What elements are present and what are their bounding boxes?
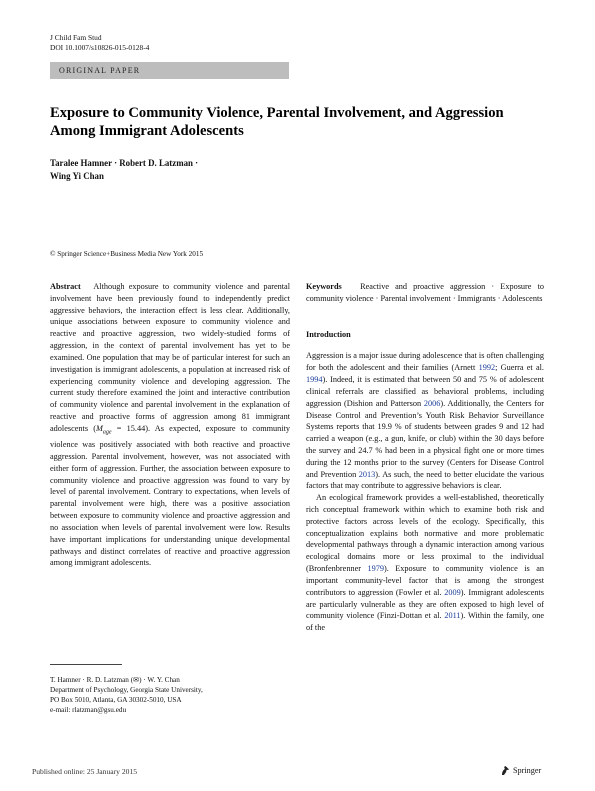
- text-run: ). Within the family, one of the: [306, 611, 544, 633]
- text-run: ). Indeed, it is estimated that between 50 and 75 % of adolescent clinical referrals are classified as behavioral problems, including aggression (Dishion and Patterson: [306, 375, 544, 408]
- doi: DOI 10.1007/s10826-015-0128-4: [50, 43, 150, 52]
- article-title: Exposure to Community Violence, Parental Involvement, and Aggression Among Immigrant Adolescents: [50, 105, 504, 139]
- publisher-name: Springer: [513, 766, 542, 775]
- authors-line-1: Taralee Hamner · Robert D. Latzman ·: [50, 158, 199, 168]
- mean-age-symbol: M: [96, 423, 103, 433]
- keywords: [306, 281, 544, 305]
- affiliation-address: PO Box 5010, Atlanta, GA 30302-5010, USA: [50, 696, 182, 704]
- footnote-rule: [50, 664, 122, 665]
- authors-line-2: Wing Yi Chan: [50, 171, 104, 181]
- right-column: [306, 281, 544, 634]
- affiliation-authors: T. Hamner · R. D. Latzman (✉) · W. Y. Chan: [50, 676, 180, 684]
- introduction-paragraph-1: [306, 350, 544, 492]
- publisher-logo: [500, 765, 541, 776]
- citation-link[interactable]: 2011: [444, 611, 461, 621]
- journal-name: J Child Fam Stud: [50, 33, 102, 42]
- abstract: [50, 281, 290, 569]
- citation-link[interactable]: 1992: [478, 363, 496, 373]
- article-type-label: ORIGINAL PAPER: [59, 66, 141, 75]
- abstract-label: Abstract: [50, 282, 81, 291]
- text-run: ). Immigrant adolescents are particularly vulnerable as they are often exposed to high level of community violence (Finzi-Dottan et al.: [306, 587, 544, 621]
- text-run: ). Additionally, the Centers for Disease Control and Prevention’s Youth Risk Behavior Surveillance Systems reports that 19.9 % of students between grades 9 and 12 had carried a weapon (e.g., a gun, knife, or club) within the 30 days before the survey and 24.7 % had been in a physical fight one or more times during the 12 months prior to the survey (Centers for Disease Control and Prevention: [306, 398, 544, 479]
- introduction-heading: Introduction: [306, 329, 351, 339]
- text-run: ). As such, the need to better elucidate the various factors that may contribute to aggressive behaviors is clear.: [306, 469, 545, 491]
- copyright-notice: © Springer Science+Business Media New York 2015: [50, 250, 204, 258]
- abstract-text-a: Although exposure to community violence and parental involvement have been previously found to independently predict aggressive behaviors, the interaction effect is less clear. Additionally, unique associations between exposure to community violence and reactive and proactive aggression, two widely-studied forms of aggression, in the context of parental involvement has yet to be examined. One population that may be of particular interest for such an investigation is immigrant adolescents, a population at increased risk of experiencing community violence and developing aggression. The current study therefore examined the joint and interactive contribution of community violence and parental involvement in the explanation of reactive and proactive forms of aggression among 81 immigrant adolescents (: [50, 282, 290, 433]
- published-date: Published online: 25 January 2015: [32, 767, 138, 776]
- mean-age-subscript: age: [102, 429, 112, 436]
- citation-link[interactable]: 2009: [444, 587, 461, 597]
- springer-horse-icon: [500, 765, 510, 776]
- affiliation: [50, 675, 290, 715]
- article-type-band: [50, 62, 289, 79]
- introduction-paragraph-2: [306, 492, 544, 634]
- abstract-text-b: ). As expected, exposure to community violence was positively associated with both reactive and proactive aggression. Parental involvement, however, was not associated with either form of aggression. Further, the association between exposure to community violence and proactive aggression was found to vary by level of parental involvement. Contrary to expectations, when levels of parental involvement were high, there was a positive association between exposure to community violence and proactive aggression and no association when levels of parental involvement were low. Results have important implications for understanding unique developmental pathways and distinct correlates of reactive and proactive aggression among immigrant adolescents.: [50, 423, 291, 568]
- abstract-column: [50, 281, 290, 569]
- journal-info: [50, 33, 149, 53]
- mean-age-value: = 15.44: [111, 423, 146, 433]
- citation-link[interactable]: 1994: [306, 375, 323, 385]
- keywords-text: Reactive and proactive aggression · Exposure to community violence · Parental involvement · Immigrants · Adolescents: [306, 282, 544, 303]
- affiliation-email[interactable]: e-mail: rlatzman@gsu.edu: [50, 706, 127, 714]
- citation-link[interactable]: 2013: [358, 469, 376, 479]
- authors: [50, 157, 350, 183]
- text-run: ; Guerra et al.: [495, 363, 544, 373]
- citation-link[interactable]: 1979: [367, 564, 384, 574]
- text-run: An ecological framework provides a well-established, theoretically rich conceptual framework within which to examine both risk and protective factors across levels of the ecology. Specifically, this conceptualization explains both normative and more problematic developmental pathways through a dynamic interaction among various ecological domains more or less proximal to the individual (Bronfenbrenner: [306, 493, 544, 574]
- keywords-label: Keywords: [306, 282, 342, 291]
- citation-link[interactable]: 2006: [423, 398, 441, 408]
- text-run: ). Exposure to community violence is an important community-level factor that is among the strongest contributors to aggression (Fowler et al.: [306, 564, 544, 597]
- text-run: Aggression is a major issue during adolescence that is often challenging for both the adolescent and their families (Arnett: [306, 351, 544, 373]
- affiliation-department: Department of Psychology, Georgia State University,: [50, 686, 203, 694]
